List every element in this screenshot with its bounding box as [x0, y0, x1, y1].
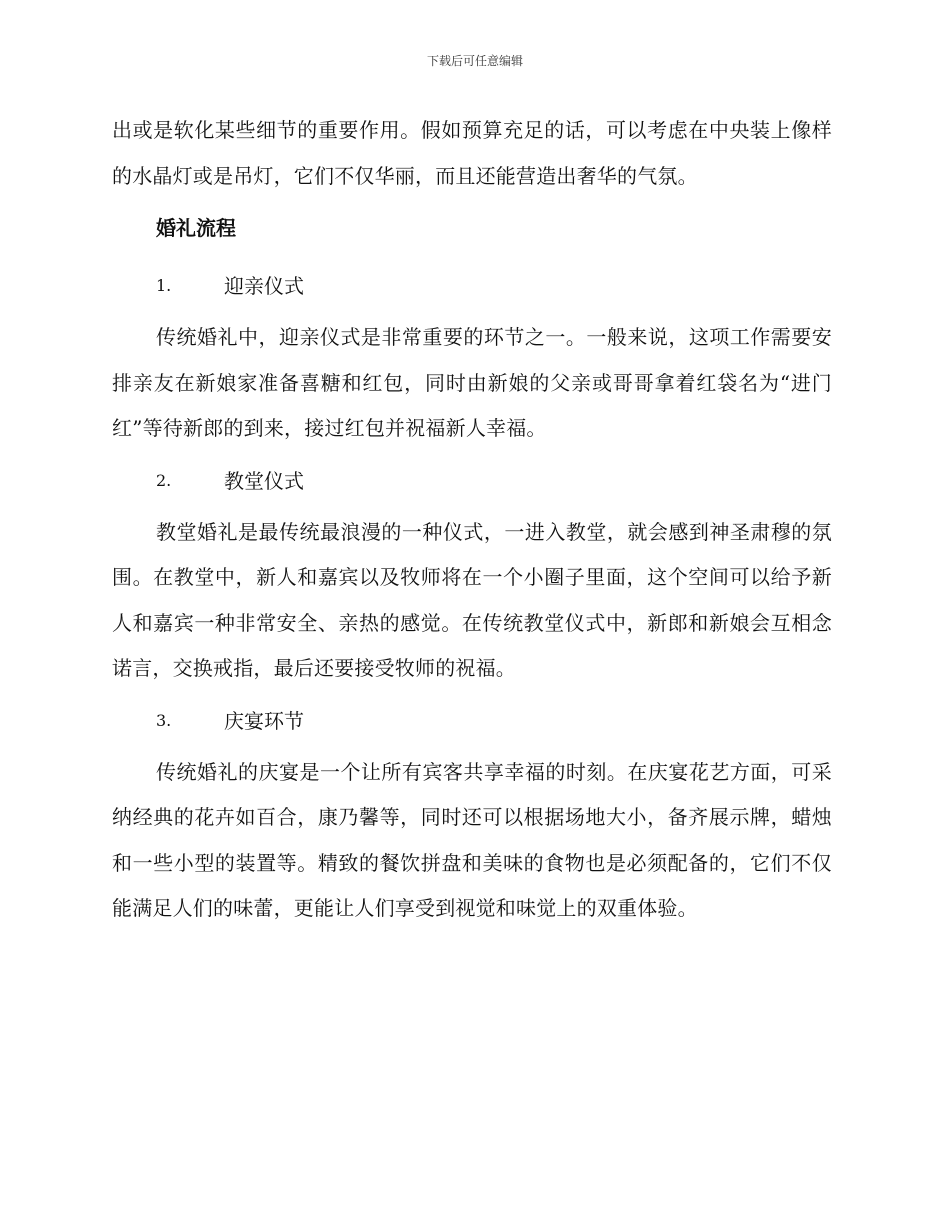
- document-body: [112, 108, 832, 932]
- list-title: 教堂仪式: [224, 468, 304, 493]
- list-item-3: [112, 692, 832, 750]
- intro-paragraph: 出或是软化某些细节的重要作用。假如预算充足的话，可以考虑在中央装上像样的水晶灯或是吊灯，它们不仅华丽，而且还能营造出奢华的气氛。: [112, 118, 832, 188]
- list-number: 1.: [156, 276, 172, 295]
- list-title: 迎亲仪式: [224, 274, 304, 298]
- item-2-paragraph: 教堂婚礼是最传统最浪漫的一种仪式，一进入教堂，就会感到神圣肃穆的氛围。在教堂中，新人和嘉宾以及牧师将在一个小圈子里面，这个空间可以给予新人和嘉宾一种非常安全、亲热的感觉。在传统教堂仪式中，新郎和新娘会互相念诺言，交换戒指，最后还要接受牧师的祝福。: [112, 519, 832, 680]
- list-item-2: [112, 452, 832, 510]
- list-number: 2.: [156, 470, 172, 490]
- item-1-paragraph: 传统婚礼中，迎亲仪式是非常重要的环节之一。一般来说，这项工作需要安排亲友在新娘家准备喜糖和红包，同时由新娘的父亲或哥哥拿着红袋名为“进门红”等待新郎的到来，接过红包并祝福新人幸福。: [112, 325, 832, 440]
- list-title: 庆宴环节: [224, 708, 304, 733]
- list-item-1: [112, 257, 832, 315]
- item-3-paragraph: 传统婚礼的庆宴是一个让所有宾客共享幸福的时刻。在庆宴花艺方面，可采纳经典的花卉如百合，康乃馨等，同时还可以根据场地大小，备齐展示牌，蜡烛和一些小型的装置等。精致的餐饮拼盘和美味的食物也是必须配备的，它们不仅能满足人们的味蕾，更能让人们享受到视觉和味觉上的双重体验。: [112, 759, 832, 920]
- section-heading: 婚礼流程: [156, 216, 236, 240]
- list-number: 3.: [156, 710, 172, 730]
- page-header: 下载后可任意编辑: [426, 54, 523, 68]
